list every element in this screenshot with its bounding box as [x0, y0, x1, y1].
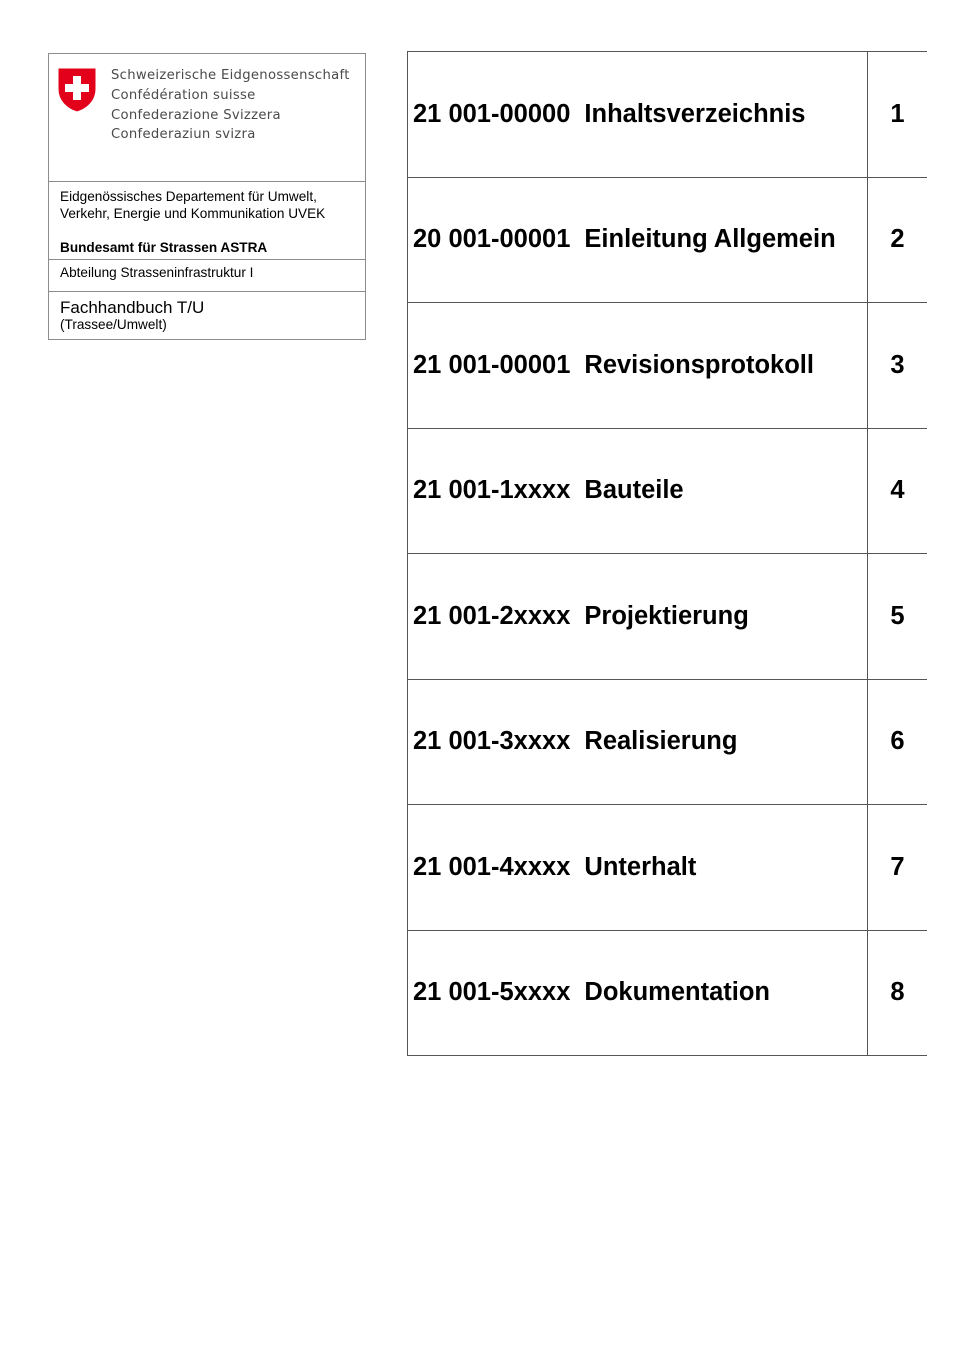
- register-title: Revisionsprotokoll: [584, 350, 814, 379]
- register-row: [408, 52, 927, 178]
- register-row: [408, 178, 927, 304]
- register-row: [408, 931, 927, 1057]
- register-row: [408, 805, 927, 931]
- register-row: [408, 303, 927, 429]
- register-title: Einleitung Allgemein: [584, 225, 836, 254]
- department-line-2: Verkehr, Energie und Kommunikation UVEK: [60, 206, 326, 221]
- register-code: 21 001-1xxxx: [413, 476, 571, 505]
- register-code: 21 001-5xxxx: [413, 978, 571, 1007]
- department-area: [49, 182, 365, 260]
- register-code: 21 001-00000: [413, 99, 571, 128]
- register-code: 21 001-2xxxx: [413, 601, 571, 630]
- handbook-subtitle: (Trassee/Umwelt): [60, 317, 167, 332]
- department-line-1: Eidgenössisches Departement für Umwelt,: [60, 189, 317, 204]
- register-code: 21 001-3xxxx: [413, 727, 571, 756]
- register-title: Bauteile: [584, 476, 684, 505]
- register-title: Inhaltsverzeichnis: [584, 99, 806, 128]
- register-tab-number: 4: [890, 476, 905, 505]
- register-code: 20 001-00001: [413, 225, 571, 254]
- letterhead: [48, 53, 366, 340]
- register-table: [407, 51, 927, 1056]
- confederation-name-it: Confederazione Svizzera: [111, 107, 281, 123]
- register-row: [408, 554, 927, 680]
- register-label: [408, 178, 868, 303]
- register-code: 21 001-4xxxx: [413, 852, 571, 881]
- register-title: Unterhalt: [584, 852, 697, 881]
- register-tab-number: 8: [890, 978, 905, 1007]
- confederation-name-de: Schweizerische Eidgenossenschaft: [111, 68, 350, 83]
- register-tab-number: 6: [890, 727, 905, 756]
- swiss-shield-icon: [57, 67, 97, 113]
- confederation-name-fr: Confédération suisse: [111, 87, 256, 103]
- register-label: [408, 805, 868, 930]
- logo-area: [49, 54, 365, 182]
- register-label: [408, 931, 868, 1056]
- register-label: [408, 303, 868, 428]
- division-name: Abteilung Strasseninfrastruktur I: [49, 260, 365, 292]
- register-label: [408, 429, 868, 554]
- confederation-names: [111, 66, 350, 145]
- register-code: 21 001-00001: [413, 350, 571, 379]
- register-row: [408, 680, 927, 806]
- register-tab-number: 5: [890, 601, 905, 630]
- handbook-title: Fachhandbuch T/U: [60, 298, 205, 317]
- register-tab-number: 7: [890, 852, 905, 881]
- handbook-area: [49, 292, 365, 339]
- register-label: [408, 554, 868, 679]
- confederation-name-rm: Confederaziun svizra: [111, 127, 256, 143]
- register-title: Dokumentation: [584, 978, 770, 1007]
- register-label: [408, 52, 868, 177]
- register-tab-number: 2: [890, 225, 905, 254]
- register-label: [408, 680, 868, 805]
- register-row: [408, 429, 927, 555]
- office-name: Bundesamt für Strassen ASTRA: [60, 240, 268, 255]
- register-title: Realisierung: [584, 727, 738, 756]
- register-tab-number: 1: [890, 99, 905, 128]
- register-title: Projektierung: [584, 601, 749, 630]
- register-tab-number: 3: [890, 350, 905, 379]
